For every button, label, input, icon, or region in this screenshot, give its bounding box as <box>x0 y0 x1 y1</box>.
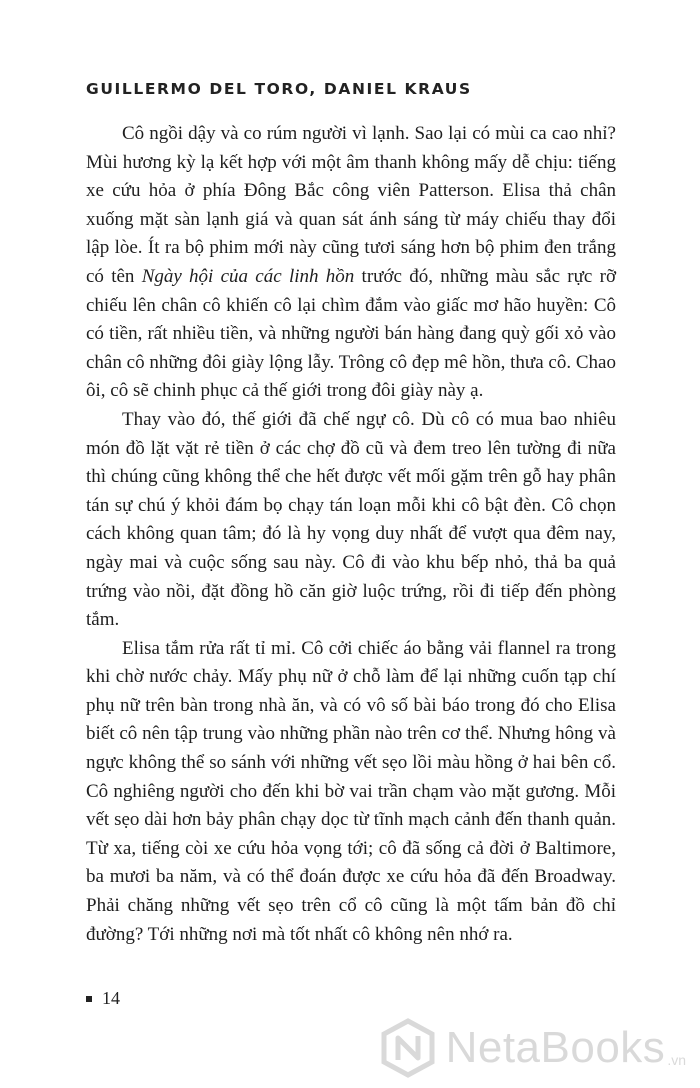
paragraph-2: Thay vào đó, thế giới đã chế ngự cô. Dù cô có mua bao nhiêu món đồ lặt vặt rẻ tiền ở các chợ đồ cũ và đem treo lên tường đi nữa thì chúng cũng không thể che hết được vết mối gặm trên gỗ hay phân tán sự chú ý khỏi đám bọ chạy tán loạn mỗi khi cô bật đèn. Cô chọn cách không quan tâm; đó là hy vọng duy nhất để vượt qua đêm nay, ngày mai và cuộc sống sau này. Cô đi vào khu bếp nhỏ, thả ba quả trứng vào nồi, đặt đồng hồ căn giờ luộc trứng, rồi đi tiếp đến phòng tắm. <box>86 408 616 631</box>
paragraph-1 <box>86 120 616 406</box>
film-title-italic: Ngày hội của các linh hồn <box>141 265 355 287</box>
paragraph-1-text-end: trước đó, những màu sắc rực rỡ chiếu lên chân cô khiến cô lại chìm đắm vào giấc mơ hão huyền: Cô có tiền, rất nhiều tiền, và những người bán hàng đang quỳ gối xỏ vào chân cô những đôi giày lộng lẫy. Trông cô đẹp mê hồn, thưa cô. Chao ôi, cô sẽ chinh phục cả thế giới trong đôi giày này ạ. <box>86 265 616 402</box>
paragraph-1-text-start: Cô ngồi dậy và co rúm người vì lạnh. Sao lại có mùi ca cao nhỉ? Mùi hương kỳ lạ kết hợp với một âm thanh không mấy dễ chịu: tiếng xe cứu hỏa ở phía Đông Bắc công viên Patterson. Elisa thả chân xuống mặt sàn lạnh giá và quan sát ánh sáng từ máy chiếu thay đổi lập lòe. Ít ra bộ phim mới này cũng tươi sáng hơn bộ phim đen trắng có tên <box>86 123 616 287</box>
page-number: 14 <box>102 988 120 1008</box>
folio-square-icon <box>86 996 92 1002</box>
page-folio <box>86 988 120 1009</box>
watermark-brand: NetaBooks <box>445 1023 666 1072</box>
watermark <box>378 1018 686 1078</box>
body-text <box>86 120 616 949</box>
paragraph-3: Elisa tắm rửa rất tỉ mỉ. Cô cởi chiếc áo bằng vải flannel ra trong khi chờ nước chảy. Mấy phụ nữ ở chỗ làm để lại những cuốn tạp chí phụ nữ trên bàn trong nhà ăn, và có vô số bài báo trong đó cho Elisa biết cô nên tập trung vào những phần nào trên cơ thể. Nhưng hông và ngực không thể so sánh với những vết sẹo lồi màu hồng ở hai bên cổ. Cô nghiêng người cho đến khi bờ vai trần chạm vào mặt gương. Mỗi vết sẹo dài hơn bảy phân chạy dọc từ tĩnh mạch cảnh đến thanh quản. Từ xa, tiếng còi xe cứu hỏa vọng tới; cô đã sống cả đời ở Baltimore, ba mươi ba năm, và có thể đoán được xe cứu hỏa đã đến Broadway. Phải chăng những vết sẹo trên cổ cô cũng là một tấm bản đồ chỉ đường? Tới những nơi mà tốt nhất cô không nên nhớ ra. <box>86 637 616 945</box>
running-header: GUILLERMO DEL TORO, DANIEL KRAUS <box>86 80 472 98</box>
netabooks-logo-icon <box>378 1018 438 1078</box>
watermark-suffix: .vn <box>667 1052 686 1068</box>
